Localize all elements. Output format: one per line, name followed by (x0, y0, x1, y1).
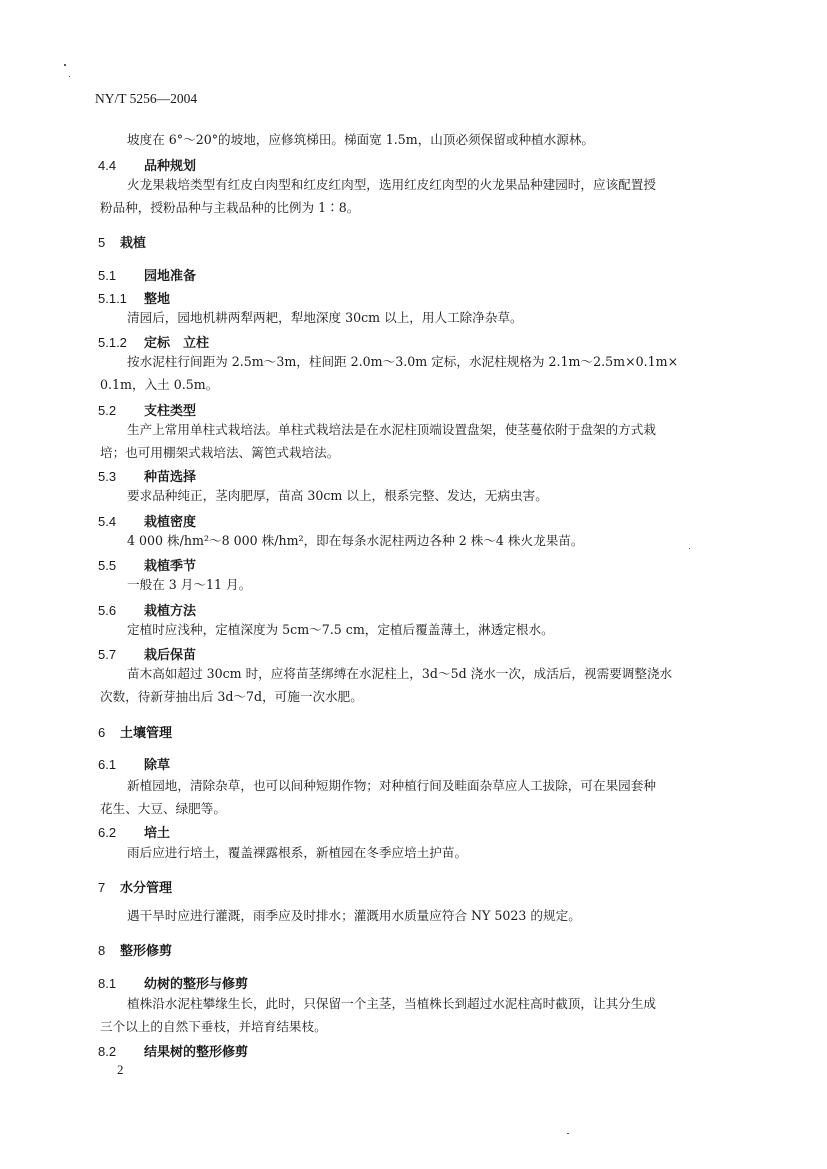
section-heading-8-1 (98, 973, 248, 992)
section-title: 品种规划 (144, 159, 197, 174)
section-number: 5.7 (98, 647, 117, 662)
section-heading-6-1 (98, 754, 170, 773)
scan-speck (689, 548, 690, 549)
section-title: 栽植方法 (144, 604, 197, 619)
section-number: 4.4 (98, 158, 117, 173)
scan-speck (69, 76, 70, 77)
section-number: 6.1 (98, 757, 117, 772)
scan-speck (64, 64, 66, 66)
paragraph-5-3 (100, 484, 740, 507)
paragraph-5-7 (100, 662, 740, 708)
section-heading-5-6 (98, 600, 196, 619)
text-line: 按水泥柱行间距为 2.5m～3m，柱间距 2.0m～3.0m 定标，水泥柱规格为 2.1m～2.5m×0.1m× (127, 354, 679, 369)
section-number: 8 (98, 943, 106, 958)
paragraph-5-4 (100, 529, 740, 552)
section-heading-5-1-2 (98, 332, 209, 351)
text-line: 生产上常用单柱式栽培法。单柱式栽培法是在水泥柱顶端设置盘架，使茎蔓依附于盘架的方式栽 (127, 422, 656, 437)
text-line: 雨后应进行培土，覆盖裸露根系，新植园在冬季应培土护苗。 (127, 845, 468, 860)
section-heading-5 (98, 232, 146, 251)
section-number: 5.5 (98, 558, 117, 573)
section-heading-5-4 (98, 511, 196, 530)
text-line: 次数，待新芽抽出后 3d～7d，可施一次水肥。 (100, 689, 363, 704)
text-line: 火龙果栽培类型有红皮白肉型和红皮红肉型，选用红皮红肉型的火龙果品种建园时，应该配置授 (127, 177, 656, 192)
section-number: 8.1 (98, 976, 117, 991)
text-line: 一般在 3 月～11 月。 (127, 577, 252, 592)
section-title: 栽植密度 (144, 515, 197, 530)
section-title: 园地准备 (144, 269, 197, 284)
section-heading-8-2 (98, 1041, 248, 1060)
text-line: 坡度在 6°～20°的坡地，应修筑梯田。梯面宽 1.5m，山顶必须保留或种植水源林。 (127, 132, 595, 147)
section-number: 5.1.1 (98, 291, 127, 306)
section-title: 土壤管理 (120, 726, 173, 741)
section-heading-5-1-1 (98, 288, 170, 307)
section-heading-5-5 (98, 555, 196, 574)
section-title: 整形修剪 (120, 944, 173, 959)
section-number: 7 (98, 880, 106, 895)
section-title: 定标 立柱 (144, 336, 210, 351)
section-title: 培土 (144, 826, 171, 841)
section-heading-5-1 (98, 265, 196, 284)
text-line: 植株沿水泥柱攀缘生长，此时，只保留一个主茎，当植株长到超过水泥柱高时截顶，让其分生成 (127, 996, 656, 1011)
section-heading-5-7 (98, 644, 196, 663)
text-line: 三个以上的自然下垂枝，并培育结果枝。 (100, 1019, 327, 1034)
section-heading-8 (98, 940, 172, 959)
paragraph-6-2 (100, 841, 740, 864)
section-number: 6 (98, 725, 106, 740)
section-number: 5.6 (98, 603, 117, 618)
paragraph-5-1-2 (100, 350, 740, 396)
section-number: 5.4 (98, 514, 117, 529)
section-heading-4-4 (98, 155, 196, 174)
text-line: 要求品种纯正，茎肉肥厚，苗高 30cm 以上，根系完整、发达，无病虫害。 (127, 488, 548, 503)
text-line: 培；也可用棚架式栽培法、篱笆式栽培法。 (100, 445, 340, 460)
section-number: 5.1.2 (98, 335, 127, 350)
text-line: 4 000 株/hm²～8 000 株/hm²，即在每条水泥柱两边各种 2 株～4 株火龙果苗。 (127, 533, 584, 548)
text-line: 粉品种，授粉品种与主栽品种的比例为 1∶8。 (100, 200, 360, 215)
section-heading-5-3 (98, 466, 196, 485)
section-title: 栽植 (120, 236, 147, 251)
paragraph-5-1-1 (100, 306, 740, 329)
paragraph-8-1 (100, 992, 740, 1038)
section-title: 整地 (144, 292, 171, 307)
paragraph-5-2 (100, 418, 740, 464)
section-title: 种苗选择 (144, 470, 197, 485)
section-heading-6-2 (98, 822, 170, 841)
paragraph-7 (100, 904, 740, 927)
section-title: 支柱类型 (144, 404, 197, 419)
section-number: 5.2 (98, 403, 117, 418)
paragraph-5-6 (100, 618, 740, 641)
paragraph-4-3-tail (100, 128, 740, 151)
section-title: 栽植季节 (144, 559, 197, 574)
paragraph-5-5 (100, 573, 740, 596)
text-line: 定植时应浅种，定植深度为 5cm～7.5 cm，定植后覆盖薄土，淋透定根水。 (127, 622, 554, 637)
section-number: 8.2 (98, 1044, 117, 1059)
section-number: 5.1 (98, 268, 117, 283)
section-title: 栽后保苗 (144, 648, 197, 663)
section-title: 结果树的整形修剪 (144, 1045, 249, 1060)
text-line: 0.1m，入土 0.5m。 (100, 377, 219, 392)
text-line: 遇干旱时应进行灌溉，雨季应及时排水；灌溉用水质量应符合 NY 5023 的规定。 (127, 908, 581, 923)
section-number: 5.3 (98, 469, 117, 484)
section-heading-6 (98, 722, 172, 741)
text-line: 清园后，园地机耕两犁两耙，犁地深度 30cm 以上，用人工除净杂草。 (127, 310, 523, 325)
text-line: 苗木高如超过 30cm 时，应将苗茎绑缚在水泥柱上，3d～5d 浇水一次，成活后，视需要调整浇水 (127, 666, 673, 681)
section-number: 6.2 (98, 825, 117, 840)
scan-speck (567, 1133, 569, 1134)
section-heading-7 (98, 877, 172, 896)
text-line: 花生、大豆、绿肥等。 (100, 801, 226, 816)
page-number: 2 (117, 1062, 124, 1077)
paragraph-4-4 (100, 173, 740, 219)
paragraph-6-1 (100, 774, 740, 820)
standard-number: NY/T 5256—2004 (95, 91, 198, 106)
section-number: 5 (98, 235, 106, 250)
section-title: 幼树的整形与修剪 (144, 977, 249, 992)
text-line: 新植园地，清除杂草，也可以间种短期作物；对种植行间及畦面杂草应人工拔除，可在果园套种 (127, 778, 656, 793)
section-heading-5-2 (98, 400, 196, 419)
section-title: 除草 (144, 758, 171, 773)
section-title: 水分管理 (120, 881, 173, 896)
